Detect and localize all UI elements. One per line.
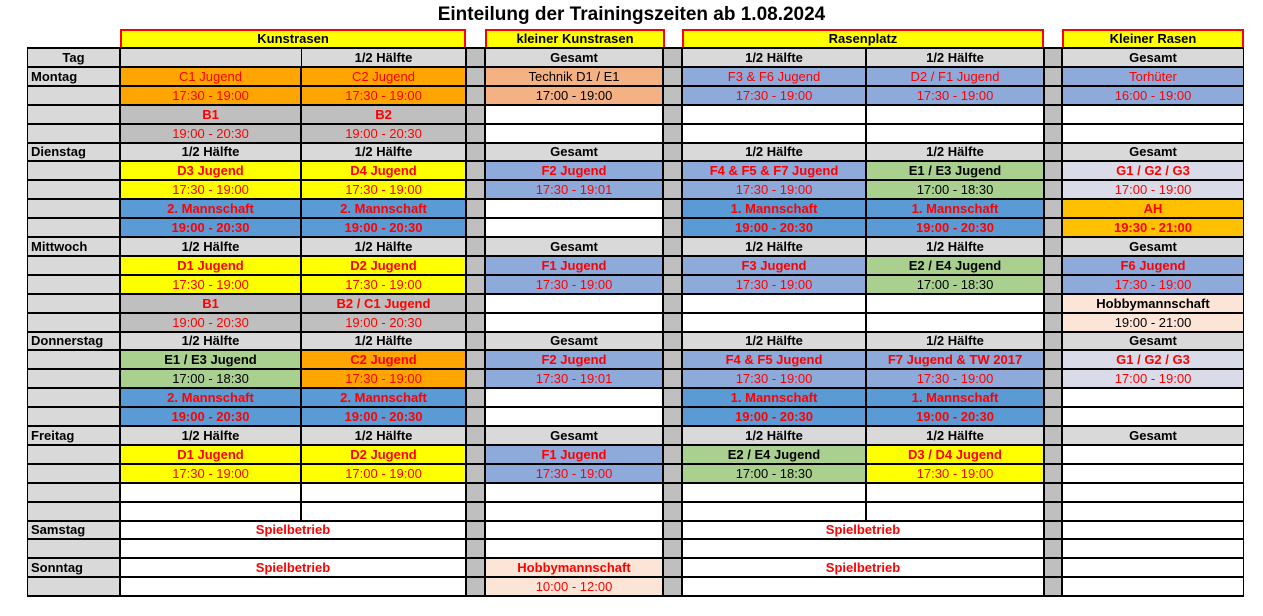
column-spacer [663, 105, 682, 124]
column-spacer [663, 237, 682, 256]
day-separator [27, 520, 1244, 522]
column-spacer [466, 464, 485, 483]
column-spacer [663, 369, 682, 388]
time-cell: 17:30 - 19:00 [120, 464, 301, 483]
team-cell [866, 105, 1044, 124]
section-header-cell: Gesamt [1062, 426, 1244, 445]
time-cell: C2 Jugend [301, 67, 466, 86]
section-header-cell: Gesamt [485, 143, 663, 161]
column-spacer [466, 483, 485, 502]
column-spacer [1044, 521, 1062, 539]
time-cell [1062, 407, 1244, 426]
team-cell: Hobbymannschaft [1062, 294, 1244, 313]
section-header-cell: Gesamt [1062, 143, 1244, 161]
column-spacer [663, 483, 682, 502]
team-cell: 1. Mannschaft [866, 199, 1044, 218]
column-spacer [466, 388, 485, 407]
column-spacer [663, 143, 682, 161]
team-cell: G1 / G2 / G3 [1062, 350, 1244, 369]
team-cell: B2 [301, 105, 466, 124]
column-spacer [466, 199, 485, 218]
column-spacer [663, 407, 682, 426]
weekend-rasenplatz-cell: Spielbetrieb [682, 521, 1044, 539]
column-spacer [466, 161, 485, 180]
day-label [27, 464, 120, 483]
column-spacer [663, 218, 682, 237]
section-header-cell: 1/2 Hälfte [301, 143, 466, 161]
weekend-kleiner-rasen-cell [1062, 521, 1244, 539]
team-cell: F6 Jugend [1062, 256, 1244, 275]
day-label [27, 577, 120, 596]
column-spacer [663, 313, 682, 332]
time-cell [682, 502, 866, 521]
column-spacer [1044, 483, 1062, 502]
time-cell [866, 124, 1044, 143]
day-label [27, 275, 120, 294]
weekend-kunstrasen-cell: Spielbetrieb [120, 521, 466, 539]
team-cell: F1 Jugend [485, 445, 663, 464]
day-label [27, 199, 120, 218]
time-cell: 17:30 - 19:00 [301, 369, 466, 388]
time-cell: 19:00 - 20:30 [120, 313, 301, 332]
column-spacer [466, 237, 485, 256]
day-label: Mittwoch [27, 237, 120, 256]
column-spacer [1044, 105, 1062, 124]
column-spacer [1044, 124, 1062, 143]
column-spacer [1044, 161, 1062, 180]
time-cell: 16:00 - 19:00 [1062, 86, 1244, 105]
column-spacer [663, 332, 682, 350]
day-separator [27, 236, 1244, 238]
column-spacer [663, 445, 682, 464]
time-cell: 17:00 - 18:30 [120, 369, 301, 388]
team-cell: E1 / E3 Jugend [120, 350, 301, 369]
weekend-kunstrasen-cell: Spielbetrieb [120, 558, 466, 577]
column-spacer [1044, 199, 1062, 218]
section-header-cell: 1/2 Hälfte [866, 143, 1044, 161]
time-cell: 17:30 - 19:00 [866, 464, 1044, 483]
team-cell: B1 [120, 105, 301, 124]
time-cell: 17:30 - 19:00 [866, 369, 1044, 388]
section-header-cell: Gesamt [485, 426, 663, 445]
section-header-cell: 1/2 Hälfte [120, 332, 301, 350]
time-cell: Torhüter [1062, 67, 1244, 86]
team-cell [485, 199, 663, 218]
section-header-cell: Gesamt [1062, 332, 1244, 350]
time-cell: 17:00 - 19:00 [1062, 369, 1244, 388]
time-cell: 19:00 - 20:30 [866, 407, 1044, 426]
column-spacer [466, 256, 485, 275]
weekend-kunstrasen-cell [120, 577, 466, 596]
team-cell [485, 105, 663, 124]
column-spacer [1044, 350, 1062, 369]
section-header-cell: Gesamt [485, 332, 663, 350]
day-label [27, 369, 120, 388]
time-cell: 17:30 - 19:00 [120, 275, 301, 294]
team-cell: F4 & F5 & F7 Jugend [682, 161, 866, 180]
column-spacer [663, 199, 682, 218]
team-cell: G1 / G2 / G3 [1062, 161, 1244, 180]
column-spacer [1044, 369, 1062, 388]
column-spacer [466, 143, 485, 161]
time-cell [1062, 124, 1244, 143]
column-spacer [663, 539, 682, 558]
team-cell [485, 483, 663, 502]
section-header-cell: 1/2 Hälfte [301, 332, 466, 350]
column-spacer [1044, 48, 1062, 67]
column-spacer [466, 577, 485, 596]
section-header-cell: 1/2 Hälfte [301, 48, 466, 67]
venue-header-2: kleiner Kunstrasen [485, 29, 665, 49]
time-cell: 17:30 - 19:00 [301, 180, 466, 199]
team-cell [682, 294, 866, 313]
section-header-cell: Gesamt [1062, 48, 1244, 67]
weekend-kleiner-rasen-cell [1062, 558, 1244, 577]
column-spacer [466, 332, 485, 350]
column-spacer [663, 48, 682, 67]
section-header-cell: 1/2 Hälfte [301, 237, 466, 256]
column-spacer [663, 161, 682, 180]
time-cell: 17:30 - 19:00 [485, 464, 663, 483]
time-cell [866, 313, 1044, 332]
team-cell: 2. Mannschaft [120, 199, 301, 218]
time-cell: 19:00 - 20:30 [301, 124, 466, 143]
day-label [27, 445, 120, 464]
section-header-cell: 1/2 Hälfte [866, 426, 1044, 445]
venue-header-1: Kunstrasen [120, 29, 466, 49]
day-label [27, 313, 120, 332]
team-cell: 2. Mannschaft [120, 388, 301, 407]
column-spacer [466, 218, 485, 237]
team-cell: D3 / D4 Jugend [866, 445, 1044, 464]
column-spacer [466, 369, 485, 388]
column-spacer [1044, 502, 1062, 521]
time-cell: 17:30 - 19:00 [682, 180, 866, 199]
time-cell: 17:30 - 19:00 [866, 86, 1044, 105]
day-label [27, 180, 120, 199]
section-header-cell: 1/2 Hälfte [866, 48, 1044, 67]
team-cell [682, 483, 866, 502]
team-cell: D1 Jugend [120, 445, 301, 464]
team-cell: B2 / C1 Jugend [301, 294, 466, 313]
column-spacer [1044, 256, 1062, 275]
time-cell: 17:30 - 19:00 [301, 275, 466, 294]
day-label [27, 218, 120, 237]
time-cell [682, 124, 866, 143]
time-cell: 19:00 - 20:30 [301, 407, 466, 426]
column-spacer [663, 464, 682, 483]
team-cell [1062, 445, 1244, 464]
time-cell: C1 Jugend [120, 67, 301, 86]
section-header-cell: 1/2 Hälfte [682, 332, 866, 350]
time-cell: 17:30 - 19:01 [485, 180, 663, 199]
time-cell: 19:00 - 20:30 [866, 218, 1044, 237]
time-cell: 17:30 - 19:00 [682, 86, 866, 105]
section-header-cell: 1/2 Hälfte [120, 143, 301, 161]
day-label [27, 256, 120, 275]
time-cell: D2 / F1 Jugend [866, 67, 1044, 86]
time-cell [485, 502, 663, 521]
day-separator [27, 425, 1244, 427]
time-cell: Technik D1 / E1 [485, 67, 663, 86]
team-cell: 1. Mannschaft [866, 388, 1044, 407]
column-spacer [663, 86, 682, 105]
time-cell: 17:00 - 18:30 [866, 180, 1044, 199]
column-spacer [1044, 237, 1062, 256]
time-cell: 19:00 - 20:30 [120, 124, 301, 143]
section-header-cell: 1/2 Hälfte [866, 332, 1044, 350]
column-spacer [1044, 577, 1062, 596]
team-cell: D1 Jugend [120, 256, 301, 275]
section-header-cell [120, 48, 301, 67]
column-spacer [1044, 218, 1062, 237]
column-spacer [1044, 143, 1062, 161]
column-spacer [466, 48, 485, 67]
venue-header-3: Rasenplatz [682, 29, 1044, 49]
column-spacer [663, 256, 682, 275]
day-separator [27, 557, 1244, 559]
team-cell: F2 Jugend [485, 161, 663, 180]
column-spacer [663, 577, 682, 596]
team-cell: F2 Jugend [485, 350, 663, 369]
team-cell: E2 / E4 Jugend [682, 445, 866, 464]
column-spacer [1044, 294, 1062, 313]
weekend-kleiner-kunstrasen-cell [485, 539, 663, 558]
column-spacer [466, 86, 485, 105]
section-header-cell: Gesamt [485, 48, 663, 67]
time-cell: 17:30 - 19:01 [485, 369, 663, 388]
weekend-kleiner-kunstrasen-cell: Hobbymannschaft [485, 558, 663, 577]
team-cell: D4 Jugend [301, 161, 466, 180]
column-spacer [1044, 313, 1062, 332]
column-spacer [1044, 180, 1062, 199]
team-cell [866, 294, 1044, 313]
team-cell [682, 105, 866, 124]
column-spacer [663, 521, 682, 539]
column-spacer [663, 558, 682, 577]
column-spacer [1044, 445, 1062, 464]
day-label [27, 105, 120, 124]
time-cell: 19:00 - 20:30 [682, 407, 866, 426]
weekend-kleiner-kunstrasen-cell [485, 521, 663, 539]
time-cell: 17:00 - 19:00 [301, 464, 466, 483]
team-cell [485, 388, 663, 407]
day-label [27, 161, 120, 180]
time-cell: 17:00 - 19:00 [1062, 180, 1244, 199]
section-header-cell: 1/2 Hälfte [120, 426, 301, 445]
time-cell: 17:30 - 19:00 [301, 86, 466, 105]
day-separator [27, 142, 1244, 144]
time-cell: 17:00 - 19:00 [485, 86, 663, 105]
time-cell: 17:30 - 19:00 [682, 369, 866, 388]
time-cell [866, 502, 1044, 521]
column-spacer [466, 294, 485, 313]
team-cell: 2. Mannschaft [301, 199, 466, 218]
time-cell: 17:30 - 19:00 [682, 275, 866, 294]
section-header-cell: 1/2 Hälfte [301, 426, 466, 445]
time-cell: 19:30 - 21:00 [1062, 218, 1244, 237]
section-header-cell: Gesamt [1062, 237, 1244, 256]
column-spacer [663, 180, 682, 199]
table-bottom-border [27, 595, 1244, 597]
section-header-cell: 1/2 Hälfte [866, 237, 1044, 256]
time-cell: 19:00 - 20:30 [301, 313, 466, 332]
day-label [27, 350, 120, 369]
column-spacer [466, 558, 485, 577]
time-cell: 17:30 - 19:00 [1062, 275, 1244, 294]
column-spacer [663, 350, 682, 369]
team-cell [485, 294, 663, 313]
time-cell: 17:30 - 19:00 [120, 86, 301, 105]
time-cell: 17:30 - 19:00 [485, 275, 663, 294]
team-cell: F1 Jugend [485, 256, 663, 275]
time-cell [682, 313, 866, 332]
venue-header-4: Kleiner Rasen [1062, 29, 1244, 49]
time-cell: 19:00 - 20:30 [120, 218, 301, 237]
column-spacer [663, 275, 682, 294]
weekend-kleiner-kunstrasen-cell: 10:00 - 12:00 [485, 577, 663, 596]
column-spacer [466, 445, 485, 464]
team-cell: C2 Jugend [301, 350, 466, 369]
page-title: Einteilung der Trainingszeiten ab 1.08.2024 [437, 4, 826, 25]
time-cell [485, 124, 663, 143]
day-separator [27, 47, 1244, 49]
column-spacer [466, 105, 485, 124]
team-cell: E1 / E3 Jugend [866, 161, 1044, 180]
team-cell [1062, 105, 1244, 124]
day-label [27, 539, 120, 558]
time-cell: 17:00 - 18:30 [682, 464, 866, 483]
team-cell [120, 483, 301, 502]
day-label: Donnerstag [27, 332, 120, 350]
column-spacer [1044, 558, 1062, 577]
column-spacer [1044, 67, 1062, 86]
time-cell [485, 313, 663, 332]
section-header-cell: Gesamt [485, 237, 663, 256]
day-label: Tag [27, 48, 120, 67]
column-spacer [466, 539, 485, 558]
column-spacer [466, 407, 485, 426]
day-label: Montag [27, 67, 120, 86]
time-cell [1062, 464, 1244, 483]
time-cell: 19:00 - 21:00 [1062, 313, 1244, 332]
weekend-kleiner-rasen-cell [1062, 539, 1244, 558]
column-spacer [466, 426, 485, 445]
day-label [27, 124, 120, 143]
team-cell [866, 483, 1044, 502]
team-cell: F3 Jugend [682, 256, 866, 275]
time-cell: 19:00 - 20:30 [682, 218, 866, 237]
column-spacer [466, 275, 485, 294]
weekend-rasenplatz-cell: Spielbetrieb [682, 558, 1044, 577]
column-spacer [1044, 275, 1062, 294]
time-cell [120, 502, 301, 521]
weekend-rasenplatz-cell [682, 577, 1044, 596]
column-spacer [663, 502, 682, 521]
team-cell: B1 [120, 294, 301, 313]
team-cell [301, 483, 466, 502]
day-label [27, 502, 120, 521]
team-cell: 1. Mannschaft [682, 388, 866, 407]
column-spacer [1044, 86, 1062, 105]
column-spacer [466, 313, 485, 332]
section-header-cell: 1/2 Hälfte [682, 143, 866, 161]
day-separator [27, 331, 1244, 333]
column-spacer [1044, 464, 1062, 483]
day-label [27, 294, 120, 313]
time-cell [485, 407, 663, 426]
team-cell: AH [1062, 199, 1244, 218]
section-header-cell: 1/2 Hälfte [682, 426, 866, 445]
time-cell [301, 502, 466, 521]
team-cell: E2 / E4 Jugend [866, 256, 1044, 275]
column-spacer [466, 180, 485, 199]
column-spacer [466, 67, 485, 86]
weekend-kleiner-rasen-cell [1062, 577, 1244, 596]
section-header-cell: 1/2 Hälfte [682, 48, 866, 67]
day-label: Dienstag [27, 143, 120, 161]
day-label: Sonntag [27, 558, 120, 577]
team-cell [1062, 483, 1244, 502]
column-spacer [1044, 332, 1062, 350]
time-cell: 19:00 - 20:30 [301, 218, 466, 237]
time-cell [1062, 502, 1244, 521]
column-spacer [466, 124, 485, 143]
column-spacer [466, 502, 485, 521]
column-spacer [663, 67, 682, 86]
team-cell [1062, 388, 1244, 407]
day-label [27, 388, 120, 407]
team-cell: F7 Jugend & TW 2017 [866, 350, 1044, 369]
column-spacer [1044, 426, 1062, 445]
column-spacer [663, 124, 682, 143]
section-header-cell: 1/2 Hälfte [120, 237, 301, 256]
day-label: Freitag [27, 426, 120, 445]
section-header-cell: 1/2 Hälfte [682, 237, 866, 256]
column-spacer [663, 426, 682, 445]
team-cell: F4 & F5 Jugend [682, 350, 866, 369]
team-cell: D2 Jugend [301, 256, 466, 275]
column-spacer [1044, 388, 1062, 407]
team-cell: D3 Jugend [120, 161, 301, 180]
day-label: Samstag [27, 521, 120, 539]
column-spacer [1044, 407, 1062, 426]
day-label [27, 86, 120, 105]
time-cell: 17:00 - 18:30 [866, 275, 1044, 294]
team-cell: D2 Jugend [301, 445, 466, 464]
team-cell: 1. Mannschaft [682, 199, 866, 218]
team-cell: 2. Mannschaft [301, 388, 466, 407]
column-spacer [1044, 539, 1062, 558]
time-cell: 19:00 - 20:30 [120, 407, 301, 426]
column-spacer [663, 294, 682, 313]
time-cell [485, 218, 663, 237]
column-spacer [466, 521, 485, 539]
time-cell: 17:30 - 19:00 [120, 180, 301, 199]
weekend-kunstrasen-cell [120, 539, 466, 558]
day-label [27, 407, 120, 426]
column-spacer [663, 388, 682, 407]
day-label [27, 483, 120, 502]
weekend-rasenplatz-cell [682, 539, 1044, 558]
time-cell: F3 & F6 Jugend [682, 67, 866, 86]
column-spacer [466, 350, 485, 369]
